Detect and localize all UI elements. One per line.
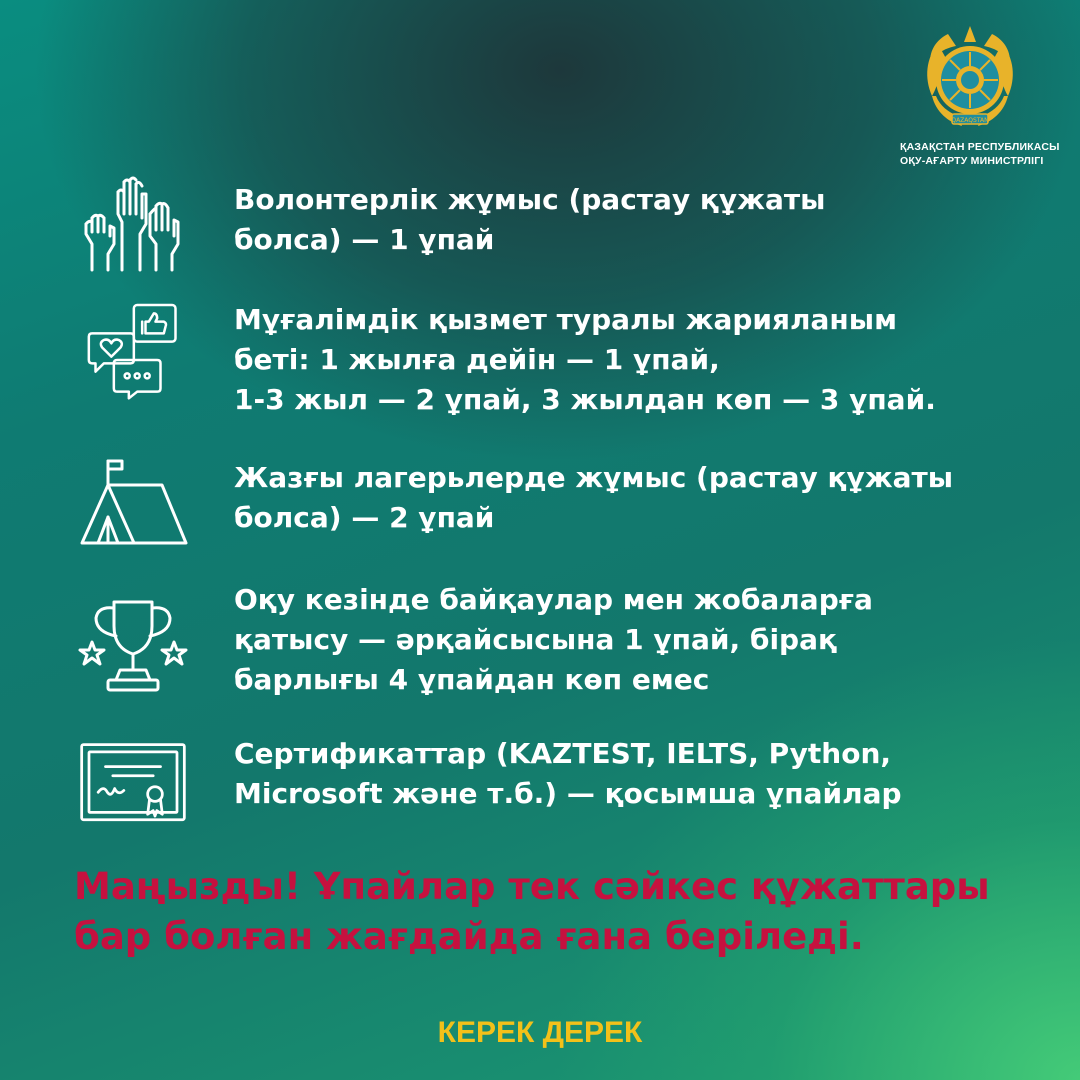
ministry-name (900, 140, 1060, 168)
item-line: беті: 1 жылға дейін — 1 ұпай, (234, 343, 720, 376)
item-line: Жазғы лагерьлерде жұмыс (растау құжаты (234, 461, 954, 494)
ministry-emblem (900, 22, 1060, 168)
trophy-stars-icon (78, 596, 188, 696)
item-line: Волонтерлік жұмыс (растау құжаты (234, 183, 826, 216)
item-line: қатысу — әрқайсысына 1 ұпай, бірақ (234, 623, 837, 656)
ministry-line-1: ҚАЗАҚСТАН РЕСПУБЛИКАСЫ (900, 141, 1060, 153)
certificate-icon (78, 734, 188, 834)
item-line: 1-3 жыл — 2 ұпай, 3 жылдан көп — 3 ұпай. (234, 383, 936, 416)
item-text (234, 458, 1024, 538)
item-line: барлығы 4 ұпайдан көп емес (234, 663, 710, 696)
item-line: Оқу кезінде байқаулар мен жобаларға (234, 583, 873, 616)
raised-hands-icon (78, 174, 188, 274)
footer-brand: КЕРЕК ДЕРЕК (437, 1016, 643, 1049)
item-text (234, 580, 1024, 700)
item-text (234, 734, 1024, 814)
item-line: болса) — 2 ұпай (234, 501, 495, 534)
important-line-2: бар болған жағдайда ғана беріледі. (74, 915, 864, 958)
item-text (234, 300, 1024, 420)
item-line: болса) — 1 ұпай (234, 223, 495, 256)
state-emblem-icon (918, 22, 1022, 134)
social-chat-icon (78, 300, 188, 400)
ministry-line-2: ОҚУ-АҒАРТУ МИНИСТРЛІГІ (900, 155, 1044, 167)
emblem-text: QAZAQSTAN (951, 117, 989, 124)
important-line-1: Маңызды! Ұпайлар тек сәйкес құжаттары (74, 865, 990, 908)
important-note (74, 862, 1034, 962)
item-line: Microsoft және т.б.) — қосымша ұпайлар (234, 777, 902, 810)
camp-tent-icon (78, 452, 188, 552)
item-text (234, 180, 1024, 260)
item-line: Сертификаттар (KAZTEST, IELTS, Python, (234, 737, 892, 770)
item-line: Мұғалімдік қызмет туралы жарияланым (234, 303, 897, 336)
